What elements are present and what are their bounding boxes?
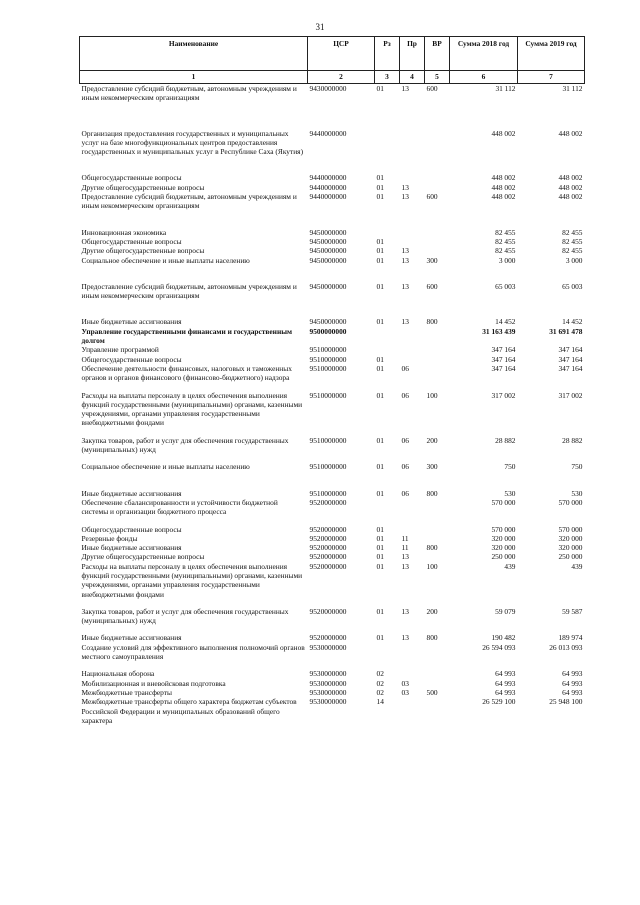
column-number: 2 (308, 71, 375, 84)
row-pr: 11 (401, 543, 409, 553)
table-row (80, 472, 585, 498)
row-rz: 01 (376, 488, 384, 498)
row-sum-2018: 64 993 (495, 687, 516, 697)
row-sum-2018: 347 164 (491, 345, 516, 355)
row-sum-2018: 31 112 (495, 84, 516, 93)
table-row (80, 534, 585, 543)
row-rz: 01 (376, 533, 384, 543)
row-csr: 9450000000 (309, 227, 347, 237)
row-name: Предоставление субсидий бюджетным, автономным учреждениям и иным некоммерческим организациям (81, 281, 297, 301)
row-csr: 9520000000 (309, 533, 347, 543)
table-row (80, 428, 585, 455)
row-vr: 600 (426, 192, 438, 202)
row-csr: 9520000000 (309, 552, 347, 562)
header-csr: ЦСР (308, 37, 375, 71)
row-sum-2019: 64 993 (562, 678, 583, 688)
row-vr: 100 (426, 390, 438, 400)
row-sum-2018: 320 000 (491, 543, 516, 553)
row-rz: 01 (376, 561, 384, 571)
row-rz: 02 (376, 678, 384, 688)
row-name: Другие общегосударственные вопросы (81, 182, 205, 192)
row-csr: 9430000000 (309, 84, 347, 93)
row-pr (400, 355, 425, 364)
row-csr: 9530000000 (309, 678, 347, 688)
row-csr: 9510000000 (309, 488, 347, 498)
table-row (80, 552, 585, 561)
table-row (80, 237, 585, 246)
row-pr (400, 211, 425, 237)
row-pr (400, 643, 425, 662)
row-name: Закупка товаров, работ и услуг для обеспечения государственных (муниципальных) нужд (81, 606, 289, 626)
row-rz: 01 (376, 182, 384, 192)
row-rz (375, 345, 400, 354)
row-csr: 9520000000 (309, 524, 347, 534)
row-rz: 01 (376, 236, 384, 246)
row-pr: 13 (401, 281, 409, 291)
row-vr (425, 156, 450, 182)
row-sum-2018: 448 002 (491, 128, 516, 138)
row-name: Другие общегосударственные вопросы (81, 552, 205, 562)
table-row (80, 517, 585, 534)
row-csr: 9520000000 (309, 561, 347, 571)
row-sum-2018: 82 455 (495, 227, 516, 237)
row-name: Управление государственными финансами и государственным долгом (81, 326, 293, 346)
row-name: Общегосударственные вопросы (81, 236, 182, 246)
row-name: Расходы на выплаты персоналу в целях обеспечения выполнения функций государственными (муниципальными) органами, казенными учреждениями, органами управления государственными внебюджетными фондами (81, 390, 303, 428)
row-csr: 9510000000 (309, 345, 347, 355)
budget-table (79, 36, 585, 725)
row-rz: 01 (376, 281, 384, 291)
row-rz (375, 103, 400, 157)
row-rz: 01 (376, 552, 384, 562)
row-vr: 800 (426, 317, 438, 327)
row-pr (400, 237, 425, 246)
row-name: Другие общегосударственные вопросы (81, 246, 205, 256)
table-row (80, 183, 585, 192)
row-rz: 01 (376, 192, 384, 202)
header-rz: Рз (375, 37, 400, 71)
table-row (80, 345, 585, 354)
row-pr: 13 (401, 255, 409, 265)
row-csr: 9510000000 (309, 363, 347, 373)
row-name: Общегосударственные вопросы (81, 173, 182, 183)
row-sum-2019: 250 000 (558, 552, 583, 562)
header-pr: Пр (400, 37, 425, 71)
table-row (80, 156, 585, 182)
row-csr: 9520000000 (309, 606, 347, 616)
row-pr: 13 (401, 192, 409, 202)
row-pr: 13 (401, 84, 409, 93)
row-sum-2019: 439 (571, 561, 583, 571)
row-name: Мобилизационная и вневойсковая подготовка (81, 678, 226, 688)
table-row (80, 498, 585, 517)
row-csr: 9500000000 (309, 326, 347, 336)
row-csr: 9450000000 (309, 246, 347, 256)
row-pr: 06 (401, 363, 409, 373)
row-sum-2019: 64 993 (562, 669, 583, 679)
row-csr: 9530000000 (309, 697, 347, 707)
column-number: 1 (80, 71, 308, 84)
row-sum-2018: 59 079 (495, 606, 516, 616)
row-rz: 01 (376, 317, 384, 327)
row-rz: 01 (376, 363, 384, 373)
row-pr: 13 (401, 317, 409, 327)
row-csr: 9520000000 (309, 543, 347, 553)
row-sum-2018: 190 482 (491, 633, 516, 643)
row-sum-2018: 570 000 (491, 497, 516, 507)
row-rz (375, 211, 400, 237)
header-sum-2019: Сумма 2019 год (518, 37, 585, 71)
row-sum-2019: 448 002 (558, 173, 583, 183)
row-csr: 9530000000 (309, 669, 347, 679)
row-rz: 01 (376, 606, 384, 616)
row-name: Обеспечение деятельности финансовых, налоговых и таможенных органов и органов финансового (финансово-бюджетного) надзора (81, 363, 292, 383)
table-row (80, 364, 585, 383)
row-rz: 01 (376, 246, 384, 256)
row-vr (425, 552, 450, 561)
row-sum-2019: 347 164 (558, 345, 583, 355)
row-rz: 01 (376, 524, 384, 534)
row-pr (400, 697, 425, 725)
row-sum-2019: 320 000 (558, 533, 583, 543)
row-name: Предоставление субсидий бюджетным, автономным учреждениям и иным некоммерческим организациям (81, 84, 297, 103)
row-rz (375, 327, 400, 346)
row-pr: 13 (401, 246, 409, 256)
row-vr (425, 345, 450, 354)
row-csr: 9440000000 (309, 128, 347, 138)
row-vr (425, 697, 450, 725)
row-sum-2018: 14 452 (495, 317, 516, 327)
row-vr (425, 498, 450, 517)
row-name: Социальное обеспечение и иные выплаты населению (81, 255, 250, 265)
row-pr: 13 (401, 182, 409, 192)
table-header (80, 37, 585, 84)
table-row (80, 643, 585, 662)
row-vr: 600 (426, 84, 438, 93)
row-sum-2019: 347 164 (558, 363, 583, 373)
table-row (80, 300, 585, 326)
row-pr (400, 327, 425, 346)
row-sum-2018: 570 000 (491, 524, 516, 534)
row-pr: 13 (401, 606, 409, 616)
table-row (80, 562, 585, 599)
table-row (80, 103, 585, 157)
row-sum-2019: 317 002 (558, 390, 583, 400)
row-csr: 9520000000 (309, 497, 347, 507)
table-row (80, 599, 585, 626)
row-name: Иные бюджетные ассигнования (81, 317, 182, 327)
row-sum-2019: 570 000 (558, 497, 583, 507)
row-pr (400, 517, 425, 534)
row-sum-2019: 14 452 (562, 317, 583, 327)
row-rz: 01 (376, 462, 384, 472)
row-sum-2019: 530 (571, 488, 583, 498)
table-row (80, 246, 585, 255)
row-rz: 01 (376, 354, 384, 364)
row-vr: 300 (426, 462, 438, 472)
row-vr (425, 661, 450, 678)
row-pr (400, 498, 425, 517)
row-rz: 01 (376, 84, 384, 93)
header-sum-2018: Сумма 2018 год (450, 37, 518, 71)
row-pr: 11 (401, 533, 409, 543)
row-sum-2018: 31 163 439 (482, 326, 516, 336)
row-vr (425, 643, 450, 662)
table-row (80, 256, 585, 265)
row-sum-2019: 31 112 (562, 84, 583, 93)
row-pr: 13 (401, 633, 409, 643)
row-sum-2019: 448 002 (558, 128, 583, 138)
row-pr: 13 (401, 561, 409, 571)
row-name: Управление программой (81, 345, 159, 355)
row-name: Социальное обеспечение и иные выплаты населению (81, 462, 250, 472)
row-name: Организация предоставления государственных и муниципальных услуг на базе многофункциональных центров предоставления государственных и муниципальных услуг в Республике Саха (Якутия) (81, 128, 304, 157)
row-sum-2019: 750 (571, 462, 583, 472)
row-name: Предоставление субсидий бюджетным, автономным учреждениям и иным некоммерческим организациям (81, 192, 297, 211)
row-name: Расходы на выплаты персоналу в целях обеспечения выполнения функций государственными (муниципальными) органами, казенными учреждениями, органами управления государственными внебюджетными фондами (81, 561, 303, 599)
table-row (80, 688, 585, 697)
row-name: Резервные фонды (81, 533, 138, 543)
row-rz (375, 498, 400, 517)
table-row (80, 625, 585, 642)
row-vr (425, 327, 450, 346)
row-name: Создание условий для эффективного выполнения полномочий органов местного самоуправления (81, 642, 305, 662)
row-csr: 9450000000 (309, 317, 347, 327)
row-vr (425, 237, 450, 246)
row-csr: 9440000000 (309, 173, 347, 183)
column-number: 7 (518, 71, 585, 84)
row-sum-2018: 448 002 (491, 173, 516, 183)
row-vr: 600 (426, 281, 438, 291)
table-row (80, 679, 585, 688)
table-row (80, 697, 585, 725)
row-vr (425, 183, 450, 192)
column-number: 3 (375, 71, 400, 84)
table-row (80, 211, 585, 237)
table-row (80, 661, 585, 678)
row-name: Закупка товаров, работ и услуг для обеспечения государственных (муниципальных) нужд (81, 435, 289, 455)
row-pr: 06 (401, 488, 409, 498)
column-number: 6 (450, 71, 518, 84)
row-sum-2019: 82 455 (562, 246, 583, 256)
row-sum-2018: 250 000 (491, 552, 516, 562)
row-csr: 9530000000 (309, 687, 347, 697)
row-sum-2019: 28 882 (562, 435, 583, 445)
row-pr (400, 156, 425, 182)
column-number: 4 (400, 71, 425, 84)
row-sum-2018: 317 002 (491, 390, 516, 400)
table-row (80, 355, 585, 364)
row-csr: 9530000000 (309, 642, 347, 652)
row-rz: 14 (376, 697, 384, 707)
header-vr: ВР (425, 37, 450, 71)
row-sum-2019: 31 691 478 (549, 326, 583, 336)
row-csr: 9510000000 (309, 462, 347, 472)
row-name: Межбюджетные трансферты (81, 687, 172, 697)
row-sum-2018: 26 529 100 (482, 697, 516, 707)
table-row (80, 192, 585, 211)
row-sum-2018: 64 993 (495, 669, 516, 679)
row-rz: 01 (376, 255, 384, 265)
row-sum-2019: 82 455 (562, 227, 583, 237)
row-pr (400, 345, 425, 354)
row-name: Общегосударственные вопросы (81, 354, 182, 364)
row-name: Иные бюджетные ассигнования (81, 488, 182, 498)
row-rz: 01 (376, 390, 384, 400)
row-vr (425, 103, 450, 157)
row-vr (425, 517, 450, 534)
row-sum-2019: 347 164 (558, 354, 583, 364)
row-sum-2019: 3 000 (565, 255, 583, 265)
row-vr (425, 355, 450, 364)
row-sum-2018: 439 (504, 561, 516, 571)
row-vr: 800 (426, 633, 438, 643)
row-vr (425, 534, 450, 543)
row-sum-2019: 59 587 (562, 606, 583, 616)
row-sum-2019: 189 974 (558, 633, 583, 643)
budget-table-sheet (79, 36, 584, 725)
header-row (80, 37, 585, 71)
row-sum-2019: 448 002 (558, 192, 583, 202)
row-csr: 9440000000 (309, 182, 347, 192)
row-pr: 06 (401, 390, 409, 400)
row-pr: 03 (401, 687, 409, 697)
row-sum-2018: 82 455 (495, 246, 516, 256)
row-csr: 9510000000 (309, 390, 347, 400)
table-row (80, 327, 585, 346)
row-vr (425, 364, 450, 383)
row-vr: 800 (426, 488, 438, 498)
row-sum-2018: 530 (504, 488, 516, 498)
row-sum-2018: 3 000 (498, 255, 516, 265)
row-sum-2019: 570 000 (558, 524, 583, 534)
row-sum-2018: 750 (504, 462, 516, 472)
row-pr: 03 (401, 678, 409, 688)
row-sum-2018: 26 594 093 (482, 642, 516, 652)
header-number-row (80, 71, 585, 84)
row-csr: 9440000000 (309, 192, 347, 202)
row-csr: 9450000000 (309, 255, 347, 265)
row-sum-2019: 82 455 (562, 236, 583, 246)
row-name: Обеспечение сбалансированности и устойчивости бюджетной системы и организации бюджетного процесса (81, 497, 278, 517)
column-number: 5 (425, 71, 450, 84)
row-vr: 200 (426, 606, 438, 616)
row-name: Общегосударственные вопросы (81, 524, 182, 534)
row-name: Межбюджетные трансферты общего характера бюджетам субъектов Российской Федерации и муниципальных образований общего характера (81, 697, 297, 725)
row-sum-2018: 82 455 (495, 236, 516, 246)
row-sum-2019: 65 003 (562, 281, 583, 291)
row-csr: 9510000000 (309, 435, 347, 445)
row-vr: 500 (426, 687, 438, 697)
row-sum-2018: 448 002 (491, 182, 516, 192)
row-sum-2019: 26 013 093 (549, 642, 583, 652)
row-rz: 01 (376, 543, 384, 553)
row-sum-2019: 320 000 (558, 543, 583, 553)
row-name: Инновационная экономика (81, 227, 167, 237)
table-row (80, 265, 585, 301)
row-rz (375, 643, 400, 662)
row-vr (425, 679, 450, 688)
page-number: 31 (315, 22, 325, 32)
row-rz: 02 (376, 669, 384, 679)
row-sum-2018: 28 882 (495, 435, 516, 445)
row-pr: 06 (401, 462, 409, 472)
row-pr: 06 (401, 435, 409, 445)
table-row (80, 543, 585, 552)
row-vr: 200 (426, 435, 438, 445)
row-pr (400, 661, 425, 678)
row-rz: 01 (376, 435, 384, 445)
row-vr: 800 (426, 543, 438, 553)
table-row (80, 84, 585, 103)
row-pr (400, 103, 425, 157)
row-sum-2019: 25 948 100 (549, 697, 583, 707)
table-body (80, 84, 585, 726)
row-sum-2018: 448 002 (491, 192, 516, 202)
row-csr: 9520000000 (309, 633, 347, 643)
row-name: Национальная оборона (81, 669, 155, 679)
table-row (80, 383, 585, 428)
row-rz: 01 (376, 173, 384, 183)
row-sum-2018: 65 003 (495, 281, 516, 291)
row-sum-2019: 448 002 (558, 182, 583, 192)
row-csr: 9450000000 (309, 236, 347, 246)
row-csr: 9510000000 (309, 354, 347, 364)
row-vr: 300 (426, 255, 438, 265)
row-rz: 01 (376, 633, 384, 643)
row-name: Иные бюджетные ассигнования (81, 543, 182, 553)
row-sum-2018: 64 993 (495, 678, 516, 688)
row-name: Иные бюджетные ассигнования (81, 633, 182, 643)
row-sum-2018: 347 164 (491, 363, 516, 373)
table-row (80, 454, 585, 471)
row-vr: 100 (426, 561, 438, 571)
row-vr (425, 246, 450, 255)
row-rz: 02 (376, 687, 384, 697)
header-name: Наименование (80, 37, 308, 71)
row-csr: 9450000000 (309, 281, 347, 291)
row-sum-2019: 64 993 (562, 687, 583, 697)
row-sum-2018: 320 000 (491, 533, 516, 543)
row-sum-2018: 347 164 (491, 354, 516, 364)
row-vr (425, 211, 450, 237)
row-pr: 13 (401, 552, 409, 562)
